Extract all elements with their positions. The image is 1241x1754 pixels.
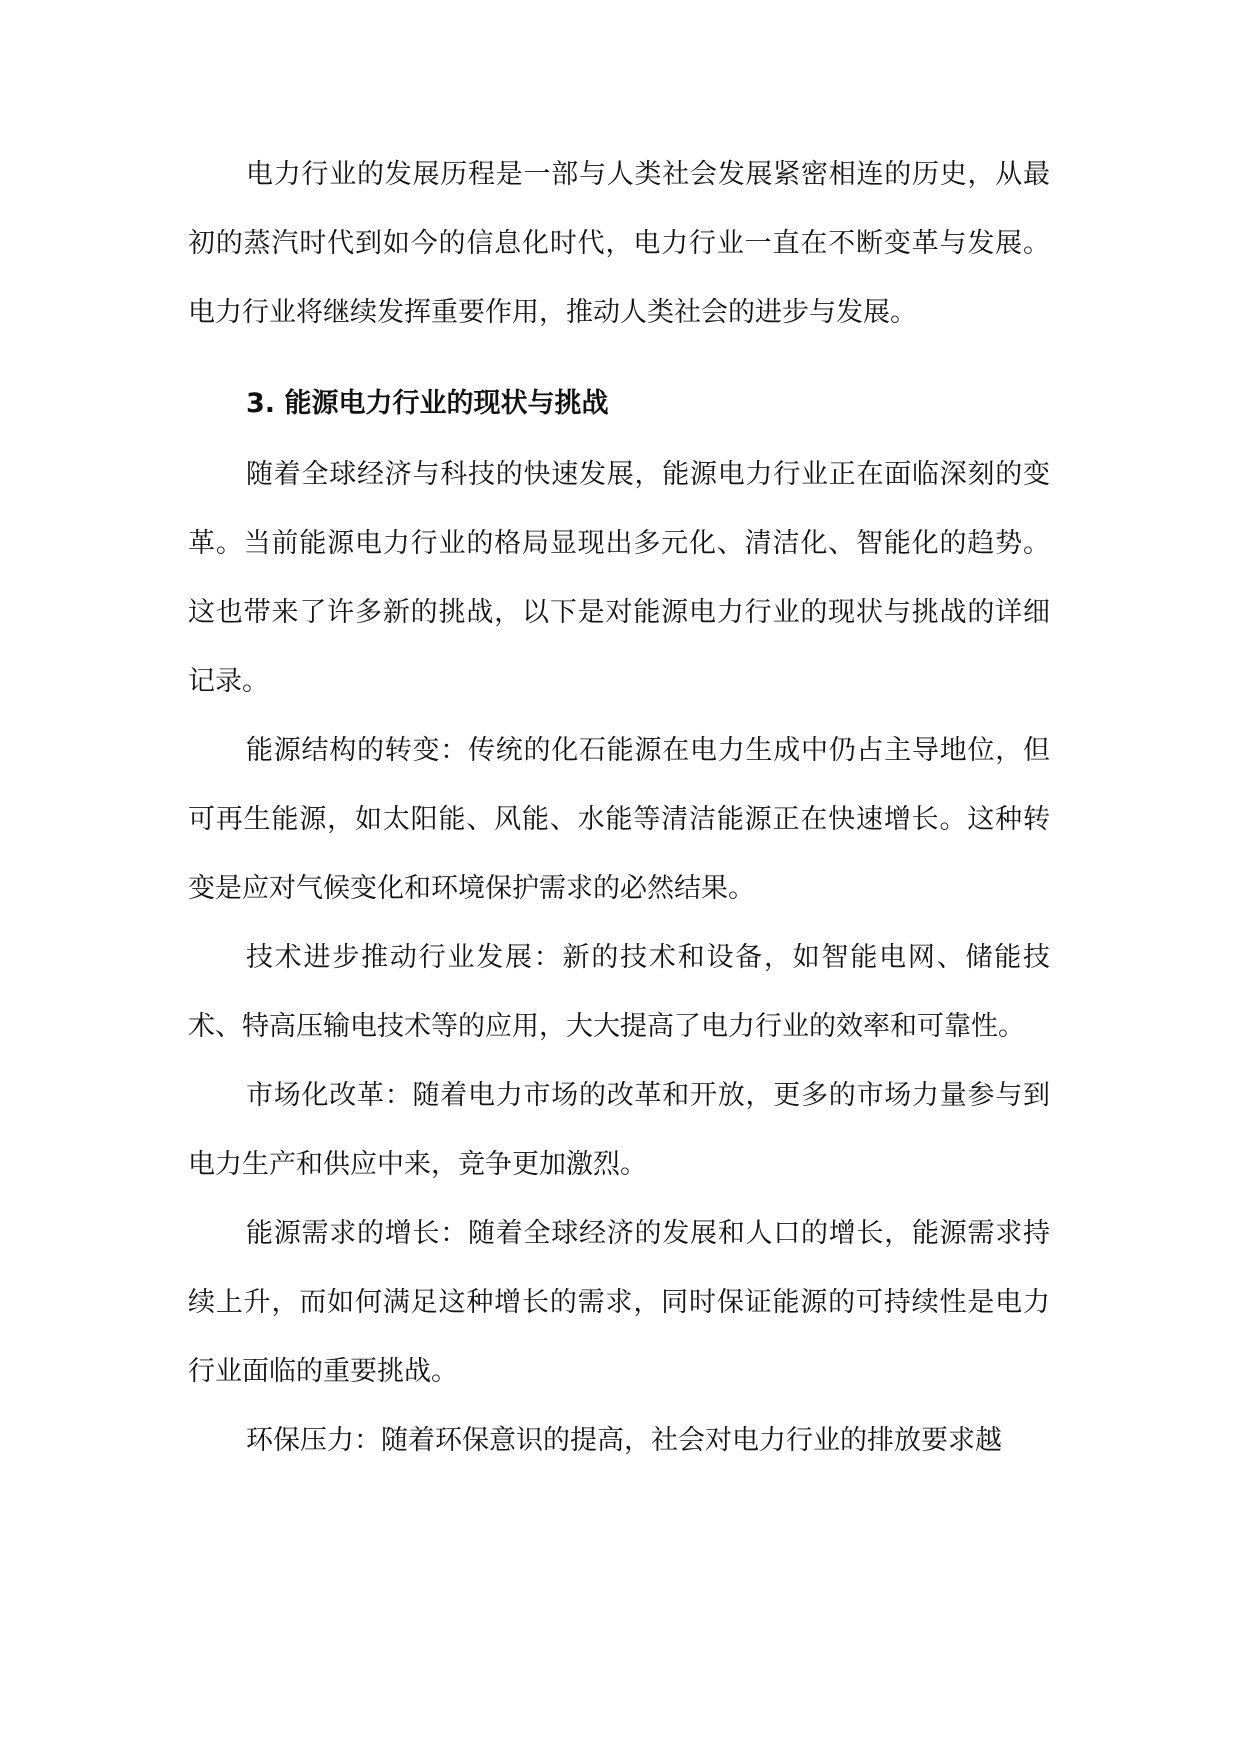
body-paragraph: 能源需求的增长：随着全球经济的发展和人口的增长，能源需求持续上升，而如何满足这种增长的需求，同时保证能源的可持续性是电力行业面临的重要挑战。 [188, 1218, 1050, 1387]
body-paragraph: 环保压力：随着环保意识的提高，社会对电力行业的排放要求越 [246, 1425, 1002, 1456]
section-heading: 3. 能源电力行业的现状与挑战 [246, 388, 609, 419]
body-paragraph: 能源结构的转变：传统的化石能源在电力生成中仍占主导地位，但可再生能源，如太阳能、风能、水能等清洁能源正在快速增长。这种转变是应对气候变化和环境保护需求的必然结果。 [188, 735, 1050, 904]
document-body [188, 140, 1050, 1475]
intro-paragraph: 电力行业的发展历程是一部与人类社会发展紧密相连的历史，从最初的蒸汽时代到如今的信息化时代，电力行业一直在不断变革与发展。电力行业将继续发挥重要作用，推动人类社会的进步与发展。 [188, 159, 1050, 328]
body-paragraph: 市场化改革：随着电力市场的改革和开放，更多的市场力量参与到电力生产和供应中来，竞争更加激烈。 [188, 1080, 1050, 1180]
body-paragraph: 技术进步推动行业发展：新的技术和设备，如智能电网、储能技术、特高压输电技术等的应用，大大提高了电力行业的效率和可靠性。 [188, 942, 1050, 1042]
body-paragraph: 随着全球经济与科技的快速发展，能源电力行业正在面临深刻的变革。当前能源电力行业的格局显现出多元化、清洁化、智能化的趋势。这也带来了许多新的挑战，以下是对能源电力行业的现状与挑战的详细记录。 [188, 459, 1050, 697]
